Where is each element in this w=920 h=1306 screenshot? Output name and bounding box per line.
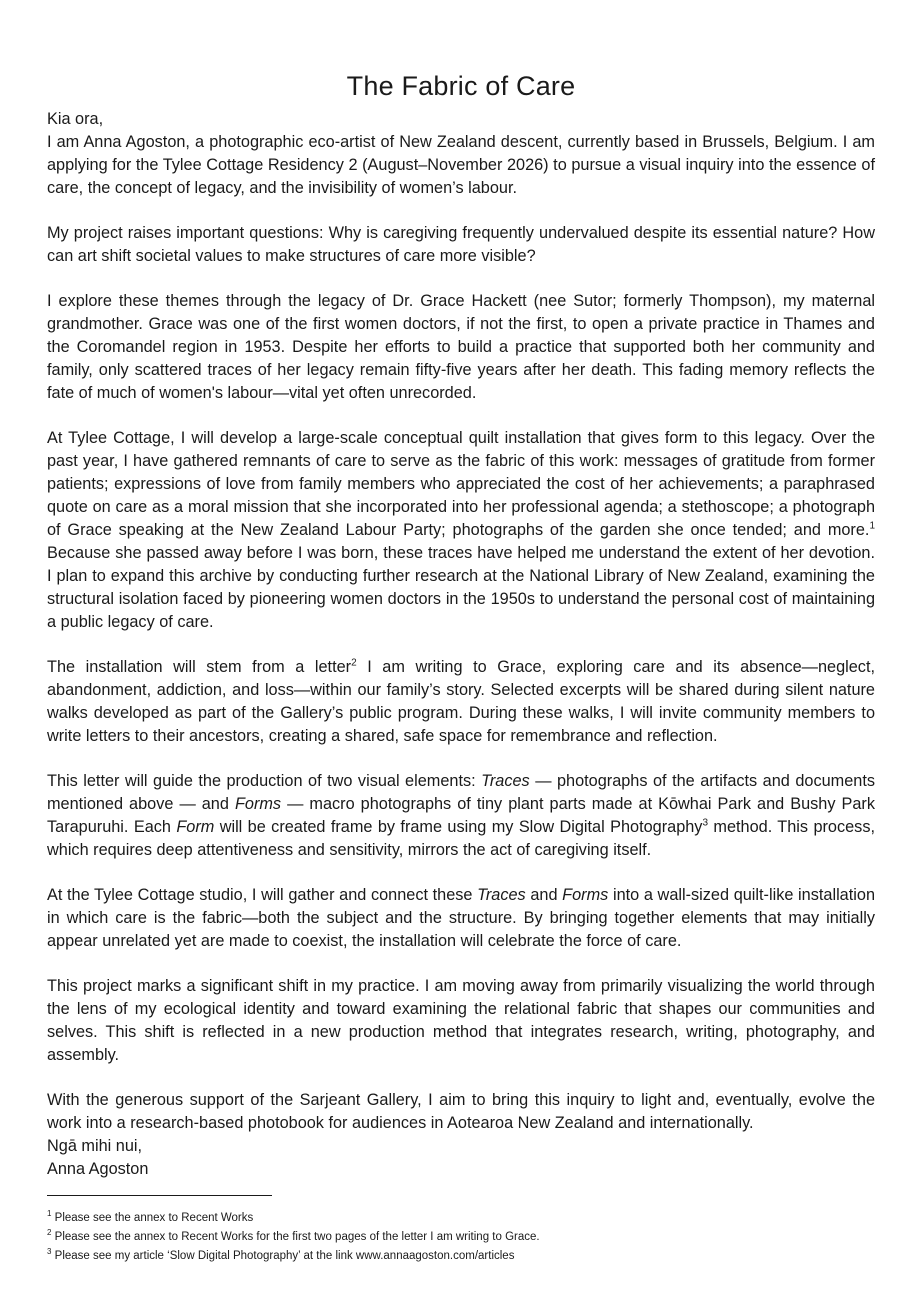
footnote-ref-2: 2 bbox=[351, 657, 357, 669]
text-span: I am writing to Grace, exploring care and its absence—neglect, abandonment, addiction, and loss—within our family’s story. Selected excerpts will be shared during silent nature walks developed as part of the Gallery’s public program. During these walks, I will invite community members to write letters to their ancestors, creating a shared, safe space for remembrance and reflection. bbox=[47, 658, 875, 745]
signature: Anna Agoston bbox=[47, 1160, 149, 1178]
letter-body bbox=[47, 66, 875, 1181]
traces-term: Traces bbox=[481, 772, 530, 790]
text-span: This letter will guide the production of two visual elements: bbox=[47, 772, 482, 790]
questions-paragraph: My project raises important questions: Why is caregiving frequently undervalued despite its essential nature? How can art shift societal values to make structures of care more visible? bbox=[47, 224, 875, 265]
footnote-mark: 1 bbox=[47, 1209, 52, 1219]
traces-term: Traces bbox=[477, 886, 526, 904]
text-span: will be created frame by frame using my Slow Digital Photography bbox=[214, 818, 703, 836]
footnote-1 bbox=[47, 1209, 875, 1228]
text-span: method. This process, which requires deep attentiveness and sensitivity, mirrors the act of caregiving itself. bbox=[47, 818, 875, 859]
installation-paragraph bbox=[47, 427, 875, 634]
legacy-paragraph: I explore these themes through the legacy of Dr. Grace Hackett (nee Sutor; formerly Thompson), my maternal grandmother. Grace was one of the first women doctors, if not the first, to open a private practice in Thames and the Coromandel region in 1953. Despite her efforts to build a practice that supported both her community and family, only scattered traces of her legacy remain fifty-five years after her death. This fading memory reflects the fate of much of women's labour—vital yet often unrecorded. bbox=[47, 292, 875, 402]
closing: Ngā mihi nui, bbox=[47, 1137, 143, 1155]
footnote-divider bbox=[47, 1195, 272, 1196]
studio-paragraph bbox=[47, 884, 875, 953]
text-span: and bbox=[525, 886, 563, 904]
text-span: into a wall-sized quilt-like installation in which care is the fabric—both the subject and the structure. By bringing together elements that may initially appear unrelated yet are made to coexist, the installation will celebrate the force of care. bbox=[47, 886, 875, 950]
footnote-ref-1: 1 bbox=[869, 520, 875, 532]
footnote-ref-3: 3 bbox=[702, 817, 709, 829]
footnote-mark: 3 bbox=[47, 1247, 52, 1257]
text-span: — macro photographs of tiny plant parts made at Kōwhai Park and Bushy Park Tarapuruhi. Each bbox=[47, 795, 875, 836]
text-span: Because she passed away before I was born, these traces have helped me understand the extent of her devotion. I plan to expand this archive by conducting further research at the National Library of New Zealand, examining the structural isolation faced by pioneering women doctors in the 1950s to understand the personal cost of maintaining a public legacy of care. bbox=[47, 544, 875, 631]
footnote-text: Please see the annex to Recent Works bbox=[51, 1212, 254, 1224]
form-term: Form bbox=[176, 818, 215, 836]
text-span: At the Tylee Cottage studio, I will gather and connect these bbox=[47, 886, 478, 904]
footnote-text: Please see my article ‘Slow Digital Photography’ at the link www.annaagoston.com/articles bbox=[51, 1250, 515, 1262]
intro-paragraph: I am Anna Agoston, a photographic eco-artist of New Zealand descent, currently based in Brussels, Belgium. I am applying for the Tylee Cottage Residency 2 (August–November 2026) to pursue a visual inquiry into the essence of care, the concept of legacy, and the invisibility of women’s labour. bbox=[47, 133, 875, 197]
text-span: — photographs of the artifacts and documents mentioned above — and bbox=[47, 772, 875, 813]
footnote-2 bbox=[47, 1228, 875, 1247]
footnote-mark: 2 bbox=[47, 1228, 52, 1238]
text-span: The installation will stem from a letter bbox=[47, 658, 352, 676]
practice-shift-paragraph: This project marks a significant shift in my practice. I am moving away from primarily visualizing the world through the lens of my ecological identity and toward examining the relational fabric that shapes our communities and selves. This shift is reflected in a new production method that integrates research, writing, photography, and assembly. bbox=[47, 977, 875, 1064]
greeting: Kia ora, bbox=[47, 110, 104, 128]
page-title: The Fabric of Care bbox=[346, 71, 576, 101]
footnotes bbox=[47, 1209, 875, 1266]
support-paragraph: With the generous support of the Sarjeant Gallery, I aim to bring this inquiry to light and, eventually, evolve the work into a research-based photobook for audiences in Aotearoa New Zealand and internationally. bbox=[47, 1091, 875, 1132]
visual-elements-paragraph bbox=[47, 770, 875, 862]
footnote-3 bbox=[47, 1247, 875, 1266]
forms-term: Forms bbox=[234, 795, 282, 813]
letter-paragraph bbox=[47, 656, 875, 748]
forms-term: Forms bbox=[562, 886, 609, 904]
text-span: At Tylee Cottage, I will develop a large-scale conceptual quilt installation that gives form to this legacy. Over the past year, I have gathered remnants of care to serve as the fabric of this work: messages of gratitude from former patients; expressions of love from family members who appreciated the cost of her achievements; a paraphrased quote on care as a moral mission that she incorporated into her professional agenda; a stethoscope; a photograph of Grace speaking at the New Zealand Labour Party; photographs of the garden she once tended; and more. bbox=[47, 429, 875, 539]
footnote-text: Please see the annex to Recent Works for the first two pages of the letter I am writing to Grace. bbox=[51, 1231, 540, 1243]
